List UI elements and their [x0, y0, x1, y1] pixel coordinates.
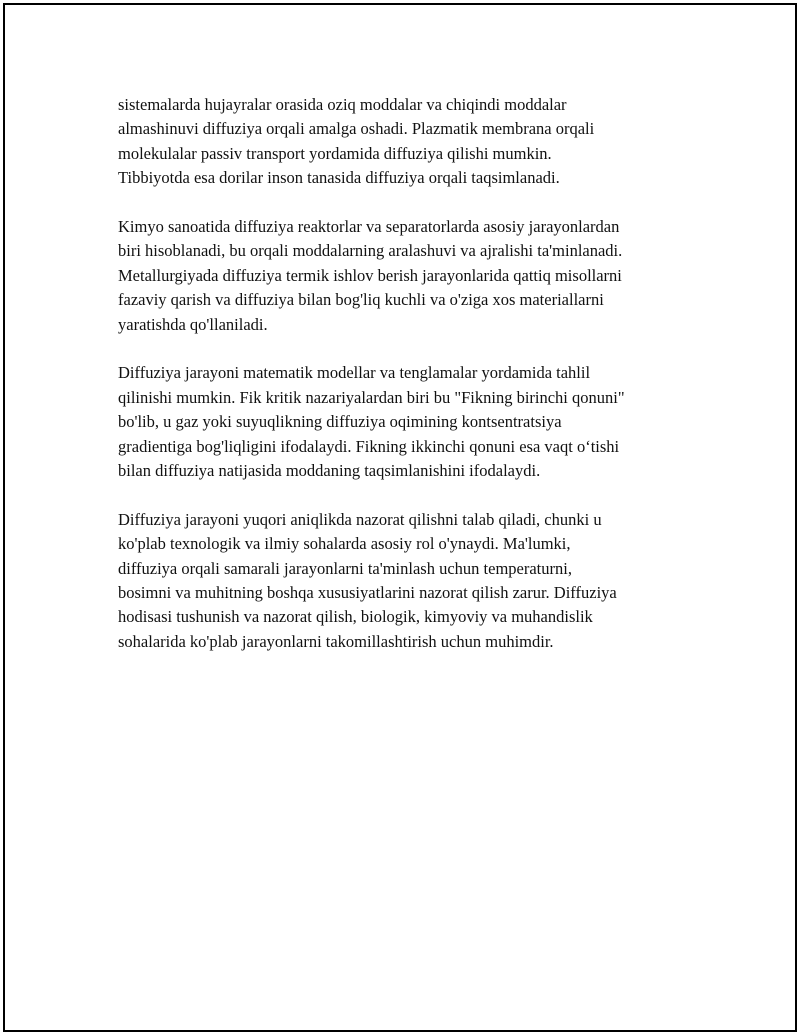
text-line: diffuziya orqali samarali jarayonlarni ta'minlash uchun temperaturni, [118, 558, 572, 578]
text-line: Diffuziya jarayoni matematik modellar va tenglamalar yordamida tahlil [118, 363, 591, 383]
paragraph-2 [118, 215, 688, 337]
text-line: yaratishda qo'llaniladi. [118, 314, 268, 334]
text-line: bilan diffuziya natijasida moddaning taqsimlanishini ifodalaydi. [118, 461, 541, 481]
text-line: qilinishi mumkin. Fik kritik nazariyalardan biri bu "Fikning birinchi qonuni" [118, 387, 625, 407]
text-line: Tibbiyotda esa dorilar inson tanasida diffuziya orqali taqsimlanadi. [118, 168, 560, 188]
text-line: gradientiga bog'liqligini ifodalaydi. Fikning ikkinchi qonuni esa vaqt o‘tishi [118, 436, 620, 456]
text-line: ko'plab texnologik va ilmiy sohalarda asosiy rol o'ynaydi. Ma'lumki, [118, 534, 571, 554]
text-line: Metallurgiyada diffuziya termik ishlov berish jarayonlarida qattiq misollarni [118, 265, 622, 285]
text-line: bosimni va muhitning boshqa xususiyatlarini nazorat qilish zarur. Diffuziya [118, 583, 617, 603]
text-line: Kimyo sanoatida diffuziya reaktorlar va separatorlarda asosiy jarayonlardan [118, 217, 620, 237]
text-line: biri hisoblanadi, bu orqali moddalarning aralashuvi va ajralishi ta'minlanadi. [118, 241, 623, 261]
text-line: molekulalar passiv transport yordamida diffuziya qilishi mumkin. [118, 143, 552, 163]
text-line: fazaviy qarish va diffuziya bilan bog'liq kuchli va o'ziga xos materiallarni [118, 290, 604, 310]
text-line: bo'lib, u gaz yoki suyuqlikning diffuziya oqimining kontsentratsiya [118, 412, 562, 432]
text-line: hodisasi tushunish va nazorat qilish, biologik, kimyoviy va muhandislik [118, 607, 593, 627]
paragraph-1 [118, 93, 688, 191]
paragraph-3 [118, 361, 688, 483]
text-line: sistemalarda hujayralar orasida oziq moddalar va chiqindi moddalar [118, 95, 567, 114]
document-body [118, 93, 688, 679]
text-line: Diffuziya jarayoni yuqori aniqlikda nazorat qilishni talab qiladi, chunki u [118, 509, 602, 529]
paragraph-4 [118, 508, 688, 654]
text-line: almashinuvi diffuziya orqali amalga oshadi. Plazmatik membrana orqali [118, 119, 595, 139]
text-line: sohalarida ko'plab jarayonlarni takomillashtirish uchun muhimdir. [118, 631, 554, 651]
